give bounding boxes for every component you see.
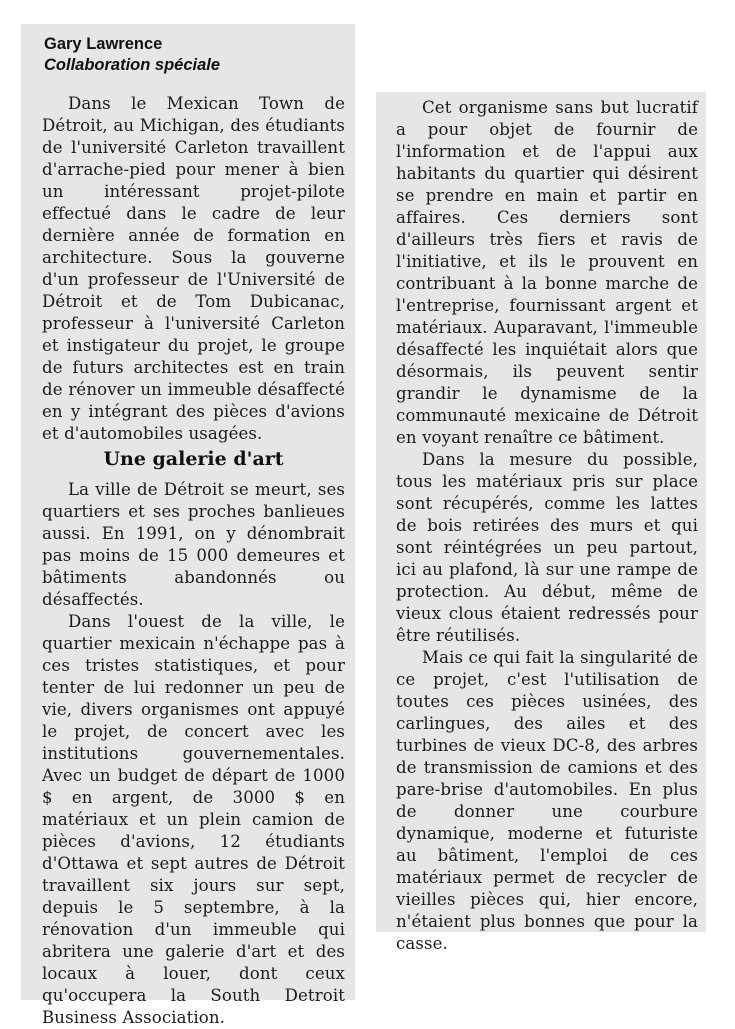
- byline: [44, 34, 344, 76]
- left-column-text: [42, 93, 345, 445]
- article-paragraph: Dans la mesure du possible, tous les matériaux pris sur place sont récupérés, comme les lattes de bois retirées des murs et qui sont réintégrées un peu partout, ici au plafond, là sur une rampe de protection. Au début, même de vieux clous étaient redressés pour être réutilisés.: [396, 450, 698, 645]
- section-subheading: Une galerie d'art: [103, 448, 284, 470]
- article-paragraph: Dans l'ouest de la ville, le quartier mexicain n'échappe pas à ces tristes statistiques, et pour tenter de lui redonner un peu de vie, divers organismes ont appuyé le projet, de concert avec les institutions gouvernementales. Avec un budget de départ de 1000 $ en argent, de 3000 $ en matériaux et un plein camion de pièces d'avions, 12 étudiants d'Ottawa et sept autres de Détroit travaillent six jours sur sept, depuis le 5 septembre, à la rénovation d'un immeuble qui abritera une galerie d'art et des locaux à louer, dont ceux qu'occupera la South Detroit Business Association.: [42, 612, 345, 1027]
- article-paragraph: Dans le Mexican Town de Détroit, au Michigan, des étudiants de l'université Carleton travaillent d'arrache-pied pour mener à bien un intéressant projet-pilote effectué dans le cadre de leur dernière année de formation en architecture. Sous la gouverne d'un professeur de l'Université de Détroit et de Tom Dubicanac, professeur à l'université Carleton et instigateur du projet, le groupe de futurs architectes est en train de rénover un immeuble désaffecté en y intégrant des pièces d'avions et d'automobiles usagées.: [42, 94, 345, 443]
- author-name: Gary Lawrence: [44, 35, 163, 53]
- article-paragraph: Cet organisme sans but lucratif a pour objet de fournir de l'information et de l'appui aux habitants du quartier qui désirent se prendre en main et partir en affaires. Ces derniers sont d'ailleurs très fiers et ravis de l'initiative, et ils le prouvent en contribuant à la bonne marche de l'entreprise, fournissant argent et matériaux. Auparavant, l'immeuble désaffecté les inquiétait alors que désormais, ils peuvent sentir grandir le dynamisme de la communauté mexicaine de Détroit en voyant renaître ce bâtiment.: [396, 98, 698, 447]
- right-column-text: [396, 97, 698, 955]
- article-paragraph: Mais ce qui fait la singularité de ce projet, c'est l'utilisation de toutes ces pièces usinées, des carlingues, des ailes et des turbines de vieux DC-8, des arbres de transmission de camions et des pare-brise d'automobiles. En plus de donner une courbure dynamique, moderne et futuriste au bâtiment, l'emploi de ces matériaux permet de recycler de vieilles pièces qui, hier encore, n'étaient plus bonnes que pour la casse.: [396, 648, 698, 953]
- left-column-text-continued: [42, 479, 345, 1029]
- article-paragraph: La ville de Détroit se meurt, ses quartiers et ses proches banlieues aussi. En 1991, on y dénombrait pas moins de 15 000 demeures et bâtiments abandonnés ou désaffectés.: [42, 480, 345, 609]
- author-role: Collaboration spéciale: [44, 56, 221, 74]
